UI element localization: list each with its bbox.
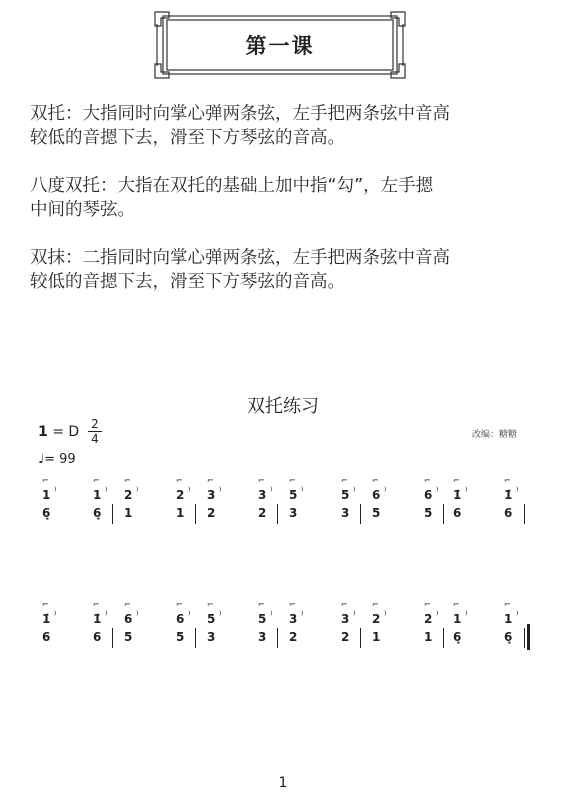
lower-note: 1 <box>424 630 433 644</box>
paragraph-line: 双托：大指同时向掌心弹两条弦，左手把两条弦中音高 <box>30 104 450 124</box>
lower-note: 6̣ <box>504 630 513 644</box>
tempo-marking: ♩= 99 <box>38 452 76 467</box>
pluck-mark: ⌐ <box>424 600 431 609</box>
page-number: 1 <box>278 775 288 791</box>
bar-line <box>277 504 278 524</box>
slide-hook-mark: ⁾ <box>270 486 273 497</box>
pluck-mark: ⌐ <box>289 600 296 609</box>
bar-line <box>443 504 444 524</box>
lesson-title-frame <box>153 10 407 80</box>
lower-note: 6̣ <box>453 630 462 644</box>
slide-hook-mark: ⁾ <box>384 486 387 497</box>
paragraph-line: 八度双托：大指在双托的基础上加中指“勾”，左手摁 <box>30 176 434 196</box>
upper-note: 6 <box>176 612 185 626</box>
lower-note: 1 <box>124 506 133 520</box>
slide-hook-mark: ⁾ <box>465 610 468 621</box>
slide-hook-mark: ⁾ <box>188 610 191 621</box>
paragraph-octave-shuang-tuo <box>30 174 540 222</box>
slide-hook-mark: ⁾ <box>516 486 519 497</box>
slide-hook-mark: ⁾ <box>436 610 439 621</box>
lower-note: 2 <box>207 506 216 520</box>
pluck-mark: ⌐ <box>93 476 100 485</box>
pluck-mark: ⌐ <box>504 476 511 485</box>
slide-hook-mark: ⁾ <box>136 486 139 497</box>
paragraph-shuang-tuo <box>30 102 540 150</box>
final-bar-line <box>524 628 525 648</box>
slide-hook-mark: ⁾ <box>353 486 356 497</box>
time-bottom: 4 <box>91 432 99 446</box>
pluck-mark: ⌐ <box>424 476 431 485</box>
bar-line <box>443 628 444 648</box>
pluck-mark: ⌐ <box>124 600 131 609</box>
upper-note: 1 <box>42 488 51 502</box>
paragraph-line: 较低的音摁下去，滑至下方琴弦的音高。 <box>30 272 345 292</box>
upper-note: 1 <box>93 488 102 502</box>
slide-hook-mark: ⁾ <box>516 610 519 621</box>
pluck-mark: ⌐ <box>289 476 296 485</box>
pluck-mark: ⌐ <box>176 600 183 609</box>
lower-note: 6 <box>93 630 102 644</box>
pluck-mark: ⌐ <box>341 600 348 609</box>
time-top: 2 <box>91 417 99 431</box>
bar-line <box>360 504 361 524</box>
time-signature <box>88 418 102 445</box>
pluck-mark: ⌐ <box>453 600 460 609</box>
bar-line <box>195 504 196 524</box>
slide-hook-mark: ⁾ <box>219 610 222 621</box>
key-signature <box>38 424 79 440</box>
pluck-mark: ⌐ <box>176 476 183 485</box>
slide-hook-mark: ⁾ <box>353 610 356 621</box>
pluck-mark: ⌐ <box>42 476 49 485</box>
upper-note: 1 <box>504 612 513 626</box>
upper-note: 2 <box>424 612 433 626</box>
upper-note: 3 <box>207 488 216 502</box>
pluck-mark: ⌐ <box>124 476 131 485</box>
arranger-credit: 改编：糖糖 <box>472 430 518 440</box>
upper-note: 6 <box>424 488 433 502</box>
lower-note: 2 <box>289 630 298 644</box>
lower-note: 1 <box>176 506 185 520</box>
pluck-mark: ⌐ <box>341 476 348 485</box>
lower-note: 3 <box>258 630 267 644</box>
pluck-mark: ⌐ <box>453 476 460 485</box>
lower-note: 6 <box>42 630 51 644</box>
lower-note: 5 <box>124 630 133 644</box>
pluck-mark: ⌐ <box>258 600 265 609</box>
paragraph-line: 双抹：二指同时向掌心弹两条弦，左手把两条弦中音高 <box>30 248 450 268</box>
slide-hook-mark: ⁾ <box>105 610 108 621</box>
slide-hook-mark: ⁾ <box>188 486 191 497</box>
bar-line <box>277 628 278 648</box>
slide-hook-mark: ⁾ <box>105 486 108 497</box>
upper-note: 1̇ <box>42 612 51 626</box>
slide-hook-mark: ⁾ <box>301 486 304 497</box>
slide-hook-mark: ⁾ <box>136 610 139 621</box>
paragraph-line: 较低的音摁下去，滑至下方琴弦的音高。 <box>30 128 345 148</box>
key-number: 1 <box>38 424 48 440</box>
upper-note: 6 <box>372 488 381 502</box>
lower-note: 3 <box>289 506 298 520</box>
key-text: = D <box>52 424 80 440</box>
upper-note: 5 <box>207 612 216 626</box>
upper-note: 2 <box>124 488 133 502</box>
pluck-mark: ⌐ <box>504 600 511 609</box>
score-title: 双托练习 <box>247 396 319 417</box>
upper-note: 2 <box>176 488 185 502</box>
pluck-mark: ⌐ <box>207 476 214 485</box>
slide-hook-mark: ⁾ <box>301 610 304 621</box>
slide-hook-mark: ⁾ <box>465 486 468 497</box>
lower-note: 6 <box>504 506 513 520</box>
upper-note: 5 <box>258 612 267 626</box>
slide-hook-mark: ⁾ <box>54 610 57 621</box>
bar-line <box>112 628 113 648</box>
lower-note: 5 <box>372 506 381 520</box>
pluck-mark: ⌐ <box>42 600 49 609</box>
paragraph-line: 中间的琴弦。 <box>30 200 135 220</box>
pluck-mark: ⌐ <box>207 600 214 609</box>
upper-note: 3 <box>341 612 350 626</box>
bar-line <box>195 628 196 648</box>
lower-note: 1 <box>372 630 381 644</box>
upper-note: 6 <box>124 612 133 626</box>
lower-note: 2 <box>258 506 267 520</box>
lower-note: 2 <box>341 630 350 644</box>
upper-note: 1̇ <box>504 488 513 502</box>
upper-note: 2 <box>372 612 381 626</box>
bar-line <box>112 504 113 524</box>
pluck-mark: ⌐ <box>258 476 265 485</box>
pluck-mark: ⌐ <box>372 600 379 609</box>
paragraph-shuang-mo <box>30 246 540 294</box>
slide-hook-mark: ⁾ <box>219 486 222 497</box>
slide-hook-mark: ⁾ <box>384 610 387 621</box>
bar-line <box>360 628 361 648</box>
upper-note: 1̇ <box>453 488 462 502</box>
upper-note: 3 <box>289 612 298 626</box>
slide-hook-mark: ⁾ <box>436 486 439 497</box>
lower-note: 6̣ <box>93 506 102 520</box>
slide-hook-mark: ⁾ <box>54 486 57 497</box>
upper-note: 3 <box>258 488 267 502</box>
pluck-mark: ⌐ <box>93 600 100 609</box>
lesson-title: 第一课 <box>245 34 315 58</box>
upper-note: 1̇ <box>93 612 102 626</box>
upper-note: 5 <box>341 488 350 502</box>
lower-note: 5 <box>424 506 433 520</box>
lower-note: 5 <box>176 630 185 644</box>
slide-hook-mark: ⁾ <box>270 610 273 621</box>
upper-note: 5 <box>289 488 298 502</box>
lower-note: 3 <box>207 630 216 644</box>
final-thick-bar <box>527 624 530 650</box>
lower-note: 6 <box>453 506 462 520</box>
pluck-mark: ⌐ <box>372 476 379 485</box>
lower-note: 6̣ <box>42 506 51 520</box>
bar-line <box>524 504 525 524</box>
lower-note: 3 <box>341 506 350 520</box>
upper-note: 1 <box>453 612 462 626</box>
